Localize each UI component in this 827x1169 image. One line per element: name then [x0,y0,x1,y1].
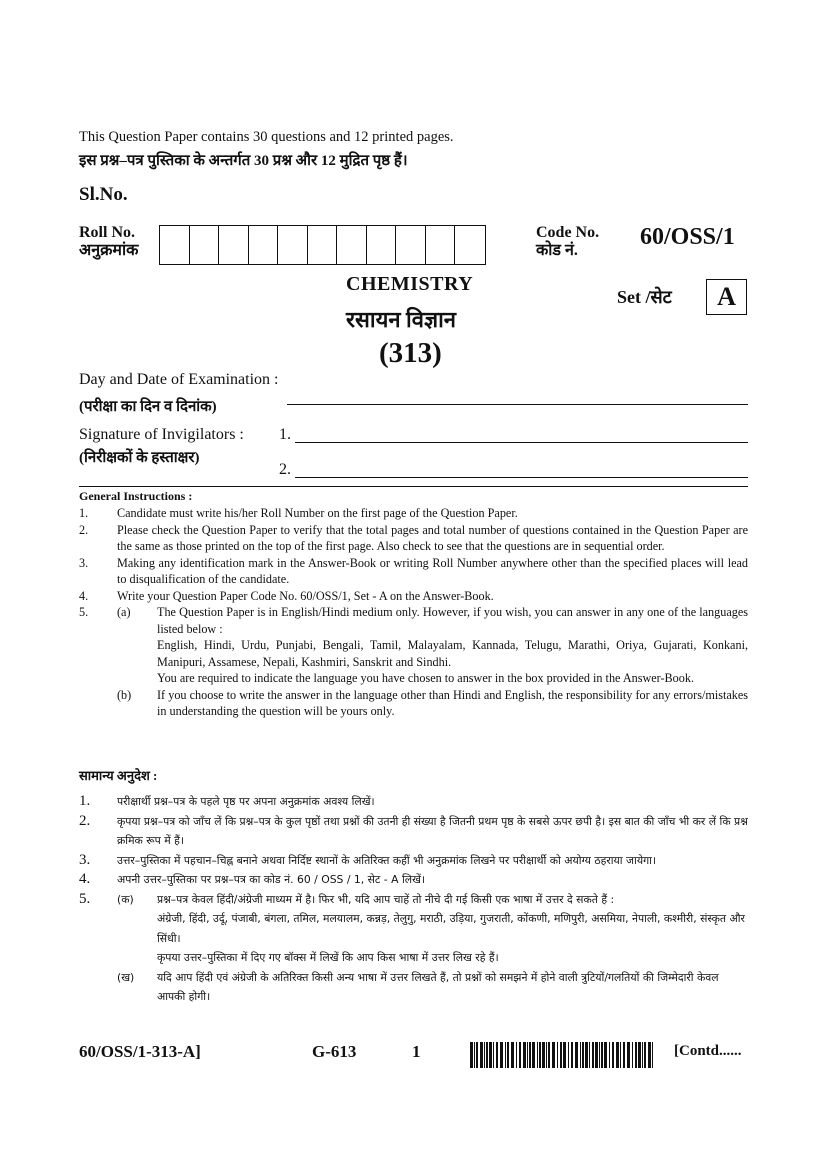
instruction-item [79,555,748,588]
sub-label: (a) [117,605,131,619]
barcode-bar [609,1042,610,1068]
barcode-bar [548,1042,550,1068]
exam-date-label-en: Day and Date of Examination : [79,371,279,388]
instruction-item [79,522,748,555]
barcode-bar [529,1042,531,1068]
barcode-bar [516,1042,517,1068]
sub-text: The Question Paper is in English/Hindi medium only. However, if you wish, you can answer in any one of the languages listed below : [157,605,748,636]
barcode-bar [652,1042,653,1068]
instruction-number: 5. [79,605,89,619]
roll-number-label [79,224,138,260]
instruction-5-body [117,890,748,1007]
barcode-bar [644,1042,646,1068]
instruction-number: 5. [79,890,91,907]
question-count-line-hi: इस प्रश्न–पत्र पुस्तिका के अन्तर्गत 30 प्रश्न और 12 मुद्रित पृष्ठ हैं। [79,153,408,169]
barcode-bar [486,1042,488,1068]
barcode-bar [601,1042,603,1068]
instruction-text: अपनी उत्तर–पुस्तिका पर प्रश्न–पत्र का कोड नं. 60 / OSS / 1, सेट - A लिखें। [117,873,425,886]
instruction-number: 1. [79,506,89,520]
invigilator-signature-label-hi: (निरीक्षकों के हस्ताक्षर) [79,450,200,466]
roll-number-boxes[interactable] [159,225,486,265]
barcode-bar [642,1042,643,1068]
instruction-5a [117,890,748,968]
instruction-item [79,792,748,812]
sub-text: कृपया उत्तर–पुस्तिका में दिए गए बॉक्स में लिखें कि आप किस भाषा में उत्तर लिख रहे हैं। [157,951,499,964]
section-divider [79,486,748,487]
barcode-bar [507,1042,509,1068]
barcode-bar [476,1042,478,1068]
roll-number-box[interactable] [249,226,279,264]
instruction-number: 4. [79,588,89,603]
instruction-item [79,588,748,605]
instruction-number: 1. [79,793,91,809]
barcode-bar [627,1042,630,1068]
barcode-bar [595,1042,598,1068]
general-instructions-title: General Instructions : [79,489,193,503]
barcode-bar [505,1042,506,1068]
instruction-number: 2. [79,522,89,537]
barcode-bar [537,1042,538,1068]
instruction-text: परीक्षार्थी प्रश्न–पत्र के पहले पृष्ठ पर अपना अनुक्रमांक अवश्य लिखें। [117,795,375,808]
general-instructions-list [79,505,748,720]
code-number-label-hi: कोड नं. [536,242,578,259]
instruction-item [79,505,748,522]
continued-label: [Contd...... [674,1043,742,1059]
sub-text: यदि आप हिंदी एवं अंग्रेजी के अतिरिक्त किसी अन्य भाषा में उत्तर लिखते हैं, तो प्रश्नों को समझने में होने वाली त्रुटियों/गलतियों की जिम्मेदारी केवल आपकी होगी। [157,970,719,1003]
instruction-item [79,812,748,851]
barcode-bar [511,1042,514,1068]
hindi-instructions-list [79,792,748,1007]
instruction-item [79,890,748,1007]
barcode-bar [557,1042,558,1068]
footer-paper-code: 60/OSS/1-313-A] [79,1042,201,1061]
barcode-bar [496,1042,498,1068]
language-list: English, Hindi, Urdu, Punjabi, Bengali, Tamil, Malayalam, Kannada, Telugu, Marathi, Oriya, Gujarati, Konkani, Manipuri, Assamese, Nepali, Kashmiri, Sanskrit and Sindhi. [157,638,748,669]
barcode-bar [623,1042,625,1068]
invigilator-2-signature-line[interactable] [295,477,748,478]
barcode-bar [604,1042,607,1068]
sub-label: (b) [117,687,132,702]
invigilator-1-signature-line[interactable] [295,442,748,443]
page-number: 1 [412,1042,421,1061]
code-number-value: 60/OSS/1 [640,224,735,250]
instruction-text: Write your Question Paper Code No. 60/OSS/1, Set - A on the Answer-Book. [117,588,494,603]
barcode-bar [582,1042,584,1068]
invigilator-1-number: 1. [279,426,291,443]
code-number-label [536,224,599,260]
subject-title-hi: रसायन विज्ञान [346,307,456,332]
sub-text: प्रश्न–पत्र केवल हिंदी/अंग्रेजी माध्यम में है। फिर भी, यदि आप चाहें तो नीचे दी गई किसी एक भाषा में उत्तर दे सकते हैं : [157,892,615,906]
instruction-text: Please check the Question Paper to verify that the total pages and total number of questions contained in the Question Paper are the same as those printed on the top of the first page. Also check to see that the questions are in sequential order. [117,522,748,553]
roll-number-box[interactable] [426,226,456,264]
instruction-item [79,604,748,720]
roll-number-box[interactable] [160,226,190,264]
barcode-bar [560,1042,562,1068]
barcode-bar [470,1042,473,1068]
instruction-5b [117,968,748,1007]
roll-number-box[interactable] [308,226,338,264]
barcode-bar [571,1042,573,1068]
roll-number-box[interactable] [337,226,367,264]
barcode-bar [616,1042,619,1068]
roll-number-box[interactable] [190,226,220,264]
question-count-line-en: This Question Paper contains 30 questions and 12 printed pages. [79,129,454,145]
roll-number-label-en: Roll No. [79,224,135,241]
roll-number-box[interactable] [367,226,397,264]
barcode-bar [575,1042,578,1068]
invigilator-2-number: 2. [279,461,291,478]
barcode-bar [523,1042,526,1068]
instruction-text: कृपया प्रश्न–पत्र को जाँच लें कि प्रश्न–पत्र के कुल पृष्ठों तथा प्रश्नों की उतनी ही संख्या है जितनी प्रथम पृष्ठ के सबसे ऊपर छपी है। इस बात की जाँच भी कर लें कि प्रश्न क्रमिक रूप में हैं। [117,814,748,847]
instruction-5b [117,687,748,720]
barcode-bar [620,1042,621,1068]
sub-text: If you choose to write the answer in the language other than Hindi and English, the responsibility for any errors/mistakes in understanding the question will be yours only. [157,687,748,718]
subject-title-en: CHEMISTRY [346,273,474,295]
subject-code: (313) [379,337,442,369]
barcode-bar [599,1042,600,1068]
instruction-number: 2. [79,812,91,829]
set-value-box: A [706,279,747,315]
barcode-bar [563,1042,566,1068]
barcode-bar [592,1042,594,1068]
barcode-bar [489,1042,492,1068]
barcode-bar [632,1042,633,1068]
instruction-number: 3. [79,851,91,868]
sub-body [157,604,748,687]
instruction-text: Making any identification mark in the Answer-Book or writing Roll Number anywhere other than the specified places will lead to disqualification of the candidate. [117,555,748,586]
barcode-bar [612,1042,614,1068]
barcode-bar [648,1042,651,1068]
barcode-bar [552,1042,555,1068]
roll-number-label-hi: अनुक्रमांक [79,242,139,259]
instruction-5a [117,604,748,687]
serial-number-label: Sl.No. [79,184,128,205]
barcode-bar [568,1042,569,1068]
barcode-bar [519,1042,521,1068]
barcode-bar [635,1042,637,1068]
instruction-number: 3. [79,555,89,570]
footer-series: G-613 [312,1042,357,1061]
barcode-bar [539,1042,541,1068]
set-label: Set /सेट [617,287,672,307]
sub-label: (ख) [117,970,135,984]
roll-number-box[interactable] [396,226,426,264]
barcode-bar [580,1042,581,1068]
roll-number-box[interactable] [278,226,308,264]
sub-text: You are required to indicate the language you have chosen to answer in the box provided in the Answer-Book. [157,671,694,685]
barcode-bar [527,1042,528,1068]
instruction-item [79,851,748,871]
barcode-bar [474,1042,475,1068]
instruction-item [79,870,748,890]
hindi-instructions-title: सामान्य अनुदेश : [79,768,158,783]
roll-number-box[interactable] [219,226,249,264]
exam-date-label-hi: (परीक्षा का दिन व दिनांक) [79,399,217,415]
barcode-bar [585,1042,588,1068]
exam-date-line[interactable] [287,404,748,405]
instruction-5-body [117,604,748,720]
barcode-bar [480,1042,483,1068]
barcode-bar [493,1042,494,1068]
invigilator-signature-label-en: Signature of Invigilators : [79,426,244,443]
barcode [470,1042,656,1068]
language-list: अंग्रेजी, हिंदी, उर्दू, पंजाबी, बंगला, तमिल, मलयालम, कन्नड़, तेलुगु, मराठी, उड़िया, गुजराती, कोंकणी, मणिपुरी, असमिया, नेपाली, कश्मीरी, संस्कृत और सिंधी। [157,912,745,945]
barcode-bar [484,1042,485,1068]
barcode-bar [532,1042,535,1068]
roll-number-box[interactable] [455,226,485,264]
barcode-bar [542,1042,545,1068]
barcode-bar [500,1042,503,1068]
code-number-label-en: Code No. [536,224,600,241]
sub-label: (क) [117,892,134,906]
sub-body [157,890,748,968]
instruction-number: 4. [79,871,91,887]
barcode-bar [546,1042,547,1068]
barcode-bar [589,1042,590,1068]
instruction-text: उत्तर–पुस्तिका में पहचान–चिह्न बनाने अथवा निर्दिष्ट स्थानों के अतिरिक्त कहीं भी अनुक्रमांक लिखने पर परीक्षार्थी को अयोग्य ठहराया जायेगा। [117,853,657,867]
instruction-text: Candidate must write his/her Roll Number on the first page of the Question Paper. [117,506,518,520]
barcode-bar [638,1042,641,1068]
